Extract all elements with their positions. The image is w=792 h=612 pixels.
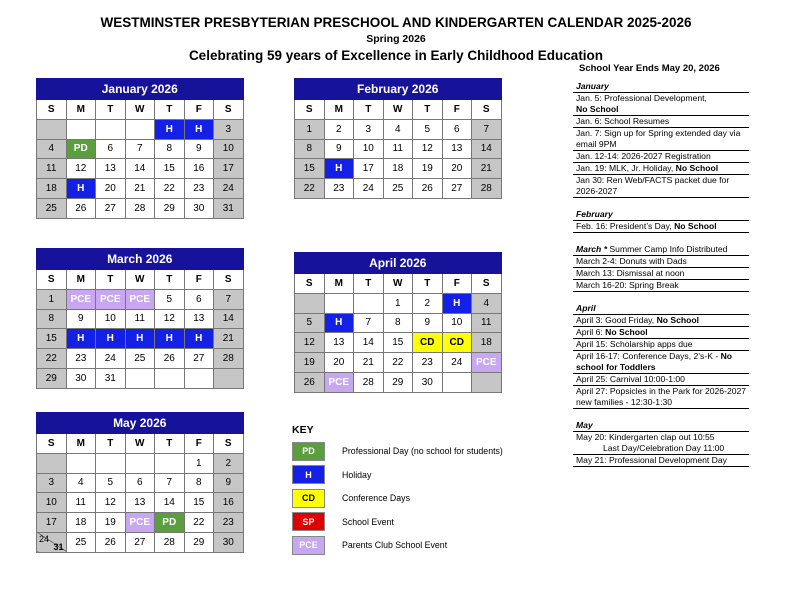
event-item: Jan. 6: School Resumes [573, 116, 749, 128]
day-of-week-header: F [184, 100, 214, 120]
day-cell: 31 [214, 198, 244, 218]
day-cell: 10 [214, 139, 244, 159]
legend-swatch-cd: CD [292, 489, 325, 508]
empty-day-cell [66, 119, 96, 139]
event-text: Feb. 16: President’s Day, [576, 221, 675, 231]
page-tagline: Celebrating 59 years of Excellence in Early Childhood Education [188, 48, 604, 63]
day-cell: 18 [37, 179, 67, 199]
day-cell: 14 [472, 139, 502, 159]
day-cell: 10 [37, 493, 67, 513]
event-emphasis: No School [576, 104, 619, 114]
legend-item-sp [292, 511, 542, 533]
events-heading-may: May [573, 420, 749, 432]
events-heading-january: January [573, 81, 749, 93]
day-cell: 18 [472, 333, 502, 353]
day-of-week-header: S [214, 100, 244, 120]
event-text: Jan. 5: Professional Development, [576, 93, 707, 103]
day-cell: 22 [295, 179, 325, 199]
day-cell: 5 [295, 313, 325, 333]
event-item [573, 221, 749, 233]
day-of-week-header: T [96, 434, 126, 454]
day-cell: 1 [295, 119, 325, 139]
event-item [573, 432, 749, 455]
empty-day-cell [125, 368, 155, 388]
events-section-february [573, 209, 749, 233]
day-cell: 13 [324, 333, 354, 353]
day-cell: 5 [413, 119, 443, 139]
legend-item-holiday [292, 464, 542, 486]
day-cell: 17 [37, 513, 67, 533]
day-cell: 4 [472, 293, 502, 313]
events-heading-march: March * [576, 244, 608, 254]
legend-item-pd [292, 440, 542, 462]
legend-item-cd [292, 487, 542, 509]
day-cell: 27 [125, 532, 155, 552]
day-cell: 6 [96, 139, 126, 159]
day-cell: 17 [354, 159, 384, 179]
day-cell: 30 [413, 372, 443, 392]
event-day-cell: PCE [125, 289, 155, 309]
day-of-week-header: W [125, 270, 155, 290]
event-day-cell: PD [155, 513, 185, 533]
day-cell: 19 [413, 159, 443, 179]
empty-day-cell [66, 453, 96, 473]
event-day-cell: CD [413, 333, 443, 353]
day-cell: 23 [184, 179, 214, 199]
month-title: March 2026 [37, 249, 244, 270]
day-cell: 9 [324, 139, 354, 159]
day-of-week-header: S [214, 434, 244, 454]
month-title: May 2026 [37, 413, 244, 434]
event-text: Summer Camp Info Distributed [607, 244, 728, 254]
day-of-week-header: T [413, 100, 443, 120]
day-cell: 28 [125, 198, 155, 218]
day-cell: 13 [184, 309, 214, 329]
event-text: Last Day/Celebration Day 11:00 [603, 443, 725, 453]
empty-day-cell [96, 119, 126, 139]
day-of-week-header: S [472, 274, 502, 294]
day-cell: 23 [413, 353, 443, 373]
page-subtitle: Spring 2026 [366, 33, 426, 45]
empty-day-cell [442, 372, 472, 392]
day-of-week-header: M [66, 434, 96, 454]
day-cell: 5 [96, 473, 126, 493]
day-cell: 8 [184, 473, 214, 493]
event-day-cell: H [442, 293, 472, 313]
day-cell: 2 [214, 453, 244, 473]
day-cell: 26 [413, 179, 443, 199]
month-calendar-may [36, 412, 244, 553]
day-cell: 3 [354, 119, 384, 139]
events-section-march [573, 244, 749, 292]
event-day-cell: H [184, 329, 214, 349]
event-day-cell: PCE [472, 353, 502, 373]
day-cell: 27 [442, 179, 472, 199]
day-cell: 28 [155, 532, 185, 552]
day-number: 24 [39, 533, 50, 544]
day-of-week-header: S [295, 274, 325, 294]
day-cell: 6 [125, 473, 155, 493]
event-item: Jan 30: Ren Web/FACTS packet due for 2026-2027 [573, 175, 749, 198]
day-cell: 2 [413, 293, 443, 313]
empty-day-cell [472, 372, 502, 392]
day-cell: 20 [324, 353, 354, 373]
day-cell: 9 [184, 139, 214, 159]
event-day-cell: H [125, 329, 155, 349]
day-of-week-header: M [66, 270, 96, 290]
day-cell: 21 [354, 353, 384, 373]
events-section-april [573, 303, 749, 409]
day-cell: 14 [125, 159, 155, 179]
month-calendar-january [36, 78, 244, 219]
day-cell: 30 [66, 368, 96, 388]
day-cell: 11 [125, 309, 155, 329]
day-cell: 8 [155, 139, 185, 159]
day-cell: 15 [155, 159, 185, 179]
event-day-cell: PD [66, 139, 96, 159]
day-cell: 1 [184, 453, 214, 473]
event-emphasis: No school for Toddlers [576, 351, 733, 372]
day-cell: 4 [66, 473, 96, 493]
day-of-week-header: T [354, 274, 384, 294]
day-cell: 22 [184, 513, 214, 533]
month-calendar-april [294, 252, 502, 393]
day-cell: 26 [96, 532, 126, 552]
day-of-week-header: S [37, 270, 67, 290]
event-emphasis: No School [605, 327, 648, 337]
event-day-cell: CD [442, 333, 472, 353]
day-cell: 27 [96, 198, 126, 218]
day-cell: 19 [96, 513, 126, 533]
day-cell: 26 [66, 198, 96, 218]
day-cell: 25 [383, 179, 413, 199]
day-cell: 10 [96, 309, 126, 329]
event-text: May 20: Kindergarten clap out 10:55 [576, 432, 715, 442]
day-of-week-header: T [155, 100, 185, 120]
day-cell: 6 [442, 119, 472, 139]
event-item: April 27: Popsicles in the Park for 2026-2027 new families - 12:30-1:30 [573, 386, 749, 409]
day-cell: 26 [155, 349, 185, 369]
day-cell: 4 [37, 139, 67, 159]
school-year-end-note: School Year Ends May 20, 2026 [579, 63, 720, 74]
day-of-week-header: F [184, 270, 214, 290]
day-cell: 7 [155, 473, 185, 493]
events-heading-april: April [573, 303, 749, 315]
day-of-week-header: S [214, 270, 244, 290]
day-cell: 9 [214, 473, 244, 493]
day-cell: 1 [37, 289, 67, 309]
empty-day-cell [125, 453, 155, 473]
day-of-week-header: T [155, 434, 185, 454]
day-cell: 23 [214, 513, 244, 533]
day-cell: 12 [295, 333, 325, 353]
event-item: March 13: Dismissal at noon [573, 268, 749, 280]
day-cell: 21 [472, 159, 502, 179]
legend-swatch-pce: PCE [292, 536, 325, 555]
day-cell: 11 [383, 139, 413, 159]
event-item [573, 93, 749, 116]
day-cell: 3 [214, 119, 244, 139]
event-day-cell: H [66, 329, 96, 349]
day-cell: 18 [66, 513, 96, 533]
day-cell: 29 [37, 368, 67, 388]
day-cell: 12 [66, 159, 96, 179]
day-of-week-header: M [324, 274, 354, 294]
day-cell: 23 [66, 349, 96, 369]
day-cell: 9 [413, 313, 443, 333]
event-day-cell: H [324, 159, 354, 179]
day-of-week-header: W [383, 100, 413, 120]
event-day-cell: PCE [96, 289, 126, 309]
event-item [573, 351, 749, 374]
event-item: May 21: Professional Development Day [573, 455, 749, 467]
day-cell: 12 [96, 493, 126, 513]
day-cell: 7 [214, 289, 244, 309]
legend-label-holiday: Holiday [342, 469, 372, 480]
day-cell: 14 [354, 333, 384, 353]
day-cell: 3 [37, 473, 67, 493]
day-cell: 21 [125, 179, 155, 199]
event-day-cell: PCE [125, 513, 155, 533]
day-cell: 29 [155, 198, 185, 218]
event-day-cell: H [66, 179, 96, 199]
page-title: WESTMINSTER PRESBYTERIAN PRESCHOOL AND KINDERGARTEN CALENDAR 2025-2026 [100, 15, 692, 30]
day-of-week-header: T [155, 270, 185, 290]
day-cell: 25 [37, 198, 67, 218]
event-item [573, 163, 749, 175]
day-cell: 14 [155, 493, 185, 513]
day-cell: 21 [214, 329, 244, 349]
day-cell: 25 [66, 532, 96, 552]
day-cell: 16 [184, 159, 214, 179]
day-cell: 26 [295, 372, 325, 392]
day-cell: 8 [295, 139, 325, 159]
events-section-may [573, 420, 749, 467]
event-day-cell: H [324, 313, 354, 333]
day-cell: 10 [354, 139, 384, 159]
day-cell: 28 [214, 349, 244, 369]
empty-day-cell [96, 453, 126, 473]
day-cell: 29 [383, 372, 413, 392]
month-calendar-february [294, 78, 502, 199]
day-of-week-header: T [96, 270, 126, 290]
day-of-week-header: W [125, 100, 155, 120]
day-cell: 15 [295, 159, 325, 179]
month-title: January 2026 [37, 79, 244, 100]
day-of-week-header: M [66, 100, 96, 120]
day-cell: 9 [66, 309, 96, 329]
day-cell: 30 [214, 532, 244, 552]
day-cell: 4 [383, 119, 413, 139]
event-item: April 25: Carnival 10:00-1:00 [573, 374, 749, 386]
day-cell: 5 [155, 289, 185, 309]
legend-title: KEY [292, 424, 314, 436]
day-cell: 22 [383, 353, 413, 373]
event-day-cell: H [155, 329, 185, 349]
day-cell: 29 [184, 532, 214, 552]
day-cell: 7 [125, 139, 155, 159]
day-of-week-header: T [413, 274, 443, 294]
event-day-cell: PCE [66, 289, 96, 309]
event-day-cell: H [184, 119, 214, 139]
event-text: April 3: Good Friday, [576, 315, 657, 325]
legend-item-pce [292, 534, 542, 556]
day-cell: 22 [37, 349, 67, 369]
day-cell: 25 [125, 349, 155, 369]
day-cell: 15 [383, 333, 413, 353]
day-cell: 20 [442, 159, 472, 179]
day-cell: 15 [184, 493, 214, 513]
day-cell: 6 [184, 289, 214, 309]
event-emphasis: No School [674, 221, 717, 231]
event-text: Jan. 19: MLK, Jr. Holiday, [576, 163, 676, 173]
events-panel [573, 63, 749, 478]
day-of-week-header: F [184, 434, 214, 454]
month-title: February 2026 [295, 79, 502, 100]
event-day-cell: H [96, 329, 126, 349]
legend-label-pce: Parents Club School Event [342, 540, 448, 550]
day-cell: 13 [96, 159, 126, 179]
day-cell: 19 [295, 353, 325, 373]
day-of-week-header: W [383, 274, 413, 294]
event-emphasis: No School [656, 315, 700, 325]
day-cell: 24 [354, 179, 384, 199]
event-item: March 16-20: Spring Break [573, 280, 749, 292]
legend-swatch-pd: PD [292, 442, 325, 461]
day-cell: 13 [125, 493, 155, 513]
empty-day-cell [295, 293, 325, 313]
day-cell: 2 [324, 119, 354, 139]
empty-day-cell [37, 453, 67, 473]
empty-day-cell [354, 293, 384, 313]
empty-day-cell [37, 119, 67, 139]
event-day-cell: PCE [324, 372, 354, 392]
day-of-week-header: F [442, 100, 472, 120]
event-emphasis: No School [675, 163, 719, 173]
legend-label-pd: Professional Day (no school for students) [342, 446, 503, 456]
day-of-week-header: S [37, 100, 67, 120]
day-cell: 28 [472, 179, 502, 199]
day-cell: 28 [354, 372, 384, 392]
event-day-cell: H [155, 119, 185, 139]
day-cell: 27 [184, 349, 214, 369]
day-cell: 24 [442, 353, 472, 373]
day-cell: 11 [37, 159, 67, 179]
event-item [573, 327, 749, 339]
legend-swatch-holiday: H [292, 465, 325, 484]
day-cell: 12 [413, 139, 443, 159]
event-item [573, 315, 749, 327]
empty-day-cell [324, 293, 354, 313]
empty-day-cell [155, 368, 185, 388]
day-cell: 10 [442, 313, 472, 333]
event-item [573, 244, 749, 256]
day-cell-split [37, 532, 67, 552]
events-section-january [573, 81, 749, 198]
empty-day-cell [155, 453, 185, 473]
day-cell: 20 [96, 179, 126, 199]
event-text: April 6: [576, 327, 606, 337]
day-of-week-header: M [324, 100, 354, 120]
day-number: 31 [53, 541, 64, 552]
month-title: April 2026 [295, 253, 502, 274]
day-cell: 24 [214, 179, 244, 199]
day-cell: 13 [442, 139, 472, 159]
legend-swatch-sp: SP [292, 512, 325, 531]
day-cell: 1 [383, 293, 413, 313]
event-text: April 16-17: Conference Days, 2’s-K - [576, 351, 721, 361]
legend-label-cd: Conference Days [342, 493, 410, 503]
day-cell: 18 [383, 159, 413, 179]
day-cell: 8 [37, 309, 67, 329]
day-cell: 30 [184, 198, 214, 218]
empty-day-cell [184, 368, 214, 388]
day-cell: 12 [155, 309, 185, 329]
event-item: April 15: Scholarship apps due [573, 339, 749, 351]
event-item: Jan. 12-14: 2026-2027 Registration [573, 151, 749, 163]
day-cell: 7 [472, 119, 502, 139]
day-of-week-header: F [442, 274, 472, 294]
day-cell: 22 [155, 179, 185, 199]
event-item: Jan. 7: Sign up for Spring extended day via email 9PM [573, 128, 749, 151]
day-of-week-header: S [37, 434, 67, 454]
day-of-week-header: S [472, 100, 502, 120]
day-cell: 15 [37, 329, 67, 349]
day-cell: 7 [354, 313, 384, 333]
event-item: March 2-4: Donuts with Dads [573, 256, 749, 268]
legend [292, 424, 542, 558]
day-cell: 8 [383, 313, 413, 333]
day-cell: 24 [96, 349, 126, 369]
empty-day-cell [214, 368, 244, 388]
day-cell: 31 [96, 368, 126, 388]
legend-label-sp: School Event [342, 516, 394, 527]
day-cell: 14 [214, 309, 244, 329]
day-of-week-header: T [96, 100, 126, 120]
month-calendar-march [36, 248, 244, 389]
day-cell: 17 [214, 159, 244, 179]
day-of-week-header: W [125, 434, 155, 454]
day-cell: 16 [214, 493, 244, 513]
empty-day-cell [125, 119, 155, 139]
day-of-week-header: T [354, 100, 384, 120]
events-heading-february: February [573, 209, 749, 221]
day-cell: 11 [472, 313, 502, 333]
day-cell: 23 [324, 179, 354, 199]
day-of-week-header: S [295, 100, 325, 120]
day-cell: 11 [66, 493, 96, 513]
